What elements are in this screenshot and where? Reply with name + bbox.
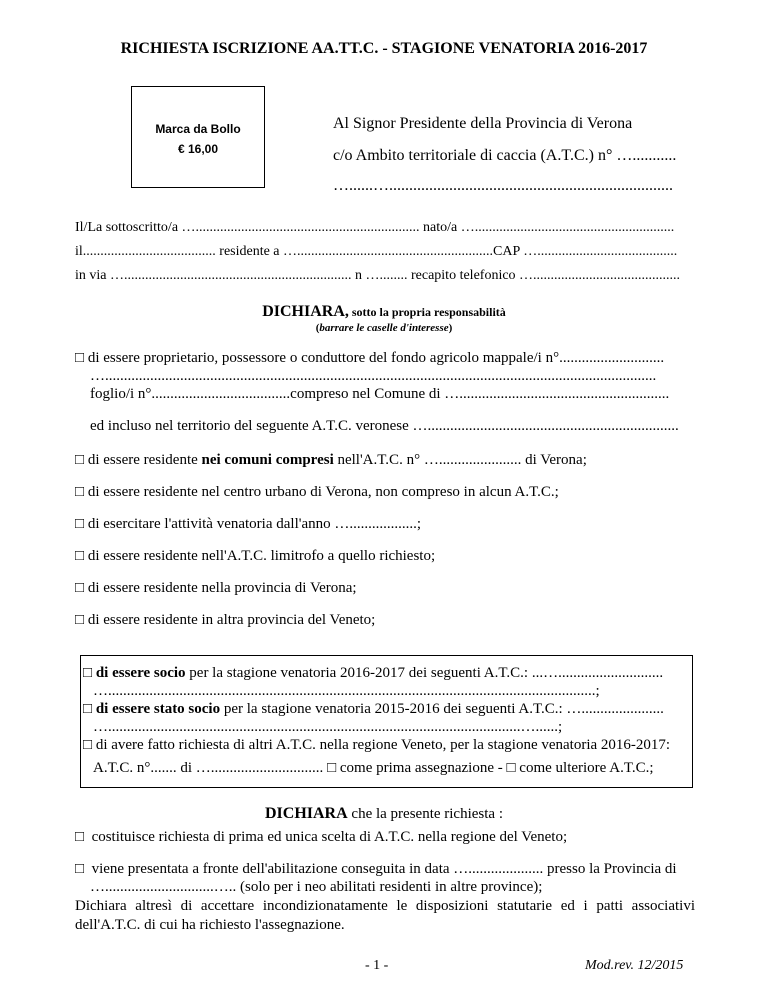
- item-altra-text: di essere residente in altra provincia del Veneto;: [87, 612, 376, 628]
- address-line-1: Al Signor Presidente della Provincia di Verona: [333, 115, 633, 132]
- checkbox-icon[interactable]: □: [83, 701, 93, 717]
- address-line-3: …......….......................................................................: [333, 177, 673, 194]
- checkbox-icon[interactable]: □: [75, 580, 85, 596]
- checkbox-icon[interactable]: □: [75, 861, 85, 877]
- box-atc-field: A.T.C. n°....... di …..............................: [93, 760, 324, 776]
- checkbox-icon[interactable]: □: [75, 516, 85, 532]
- box-stato-dots: …..............................................................................................................…......;: [93, 719, 563, 735]
- item-res-pre: di essere residente: [87, 452, 202, 468]
- checkbox-icon[interactable]: □: [75, 829, 85, 845]
- item-prima-text: costituisce richiesta di prima ed unica scelta di A.T.C. nella regione del Veneto;: [91, 829, 568, 845]
- address-line-2: c/o Ambito territoriale di caccia (A.T.C.) n° …...........: [333, 147, 677, 164]
- item-centro-text: di essere residente nel centro urbano di Verona, non compreso in alcun A.T.C.;: [87, 484, 559, 500]
- item-abilitazione-2: ….............................….. (solo per i neo abilitati residenti in altre province);: [90, 879, 543, 895]
- page-number: - 1 -: [365, 958, 389, 973]
- module-revision: Mod.rev. 12/2015: [585, 958, 684, 973]
- box-socio: [83, 665, 663, 682]
- dichiara-rest: sotto la propria responsabilità: [348, 305, 506, 319]
- item-res-bold: nei comuni compresi: [201, 452, 334, 468]
- accettazione-text: Dichiara altresì di accettare incondizionatamente le disposizioni statutarie ed i patti associativi dell'A.T.C. di cui ha richiesto l'assegnazione.: [75, 898, 695, 933]
- item-abilitazione: [75, 861, 677, 878]
- box-altri-atc: [83, 737, 670, 754]
- checkbox-icon[interactable]: □: [83, 665, 93, 681]
- box-stato-socio: [83, 701, 664, 718]
- box-socio-rest: per la stagione venatoria 2016-2017 dei seguenti A.T.C.: ...…............................: [185, 665, 664, 681]
- bollo-label: Marca da Bollo: [155, 122, 241, 136]
- item-res-post: nell'A.T.C. n° …...................... di Verona;: [333, 452, 587, 468]
- dichiara-note-text: barrare le caselle d'interesse: [319, 322, 449, 334]
- dichiara-heading: [0, 303, 768, 321]
- personal-line-3: in via …................................................................. n …........ recapito telefonico …..........................................: [75, 268, 681, 283]
- item-attivita: [75, 516, 421, 533]
- item-fondo: [75, 350, 664, 367]
- checkbox-icon[interactable]: □: [75, 612, 85, 628]
- item-prima-scelta: [75, 829, 567, 846]
- personal-line-1: Il/La sottoscritto/a …................................................................ nato/a ….........................................................: [75, 220, 675, 235]
- marca-da-bollo-box: [131, 86, 265, 188]
- checkbox-icon[interactable]: □: [75, 484, 85, 500]
- item-fondo-foglio: foglio/i n°.....................................compreso nel Comune di …........................................................: [90, 386, 670, 402]
- checkbox-icon[interactable]: □: [75, 548, 85, 564]
- dichiara2-heading: [0, 805, 768, 823]
- document-title: RICHIESTA ISCRIZIONE AA.TT.C. - STAGIONE VENATORIA 2016-2017: [120, 40, 648, 57]
- item-fondo-dots: …...................................................................................................................................................: [90, 368, 657, 384]
- item-provincia-text: di essere residente nella provincia di Verona;: [87, 580, 357, 596]
- box-stato-bold: di essere stato socio: [95, 701, 221, 717]
- item-fondo-atc: ed incluso nel territorio del seguente A.T.C. veronese …...................................................................: [90, 418, 679, 434]
- checkbox-icon[interactable]: □: [327, 760, 337, 776]
- box-socio-bold: di essere socio: [95, 665, 186, 681]
- item-residente-comuni: [75, 452, 587, 469]
- checkbox-icon[interactable]: □: [83, 737, 93, 753]
- item-attivita-text: di esercitare l'attività venatoria dall'anno …..................;: [87, 516, 422, 532]
- item-altra-provincia: [75, 612, 375, 629]
- checkbox-icon[interactable]: □: [75, 350, 85, 366]
- box-ulteriore: come ulteriore A.T.C.;: [519, 760, 654, 776]
- box-socio-dots: …..................................................................................................................................;: [93, 683, 600, 699]
- bollo-amount: € 16,00: [177, 142, 219, 156]
- item-fondo-text: di essere proprietario, possessore o conduttore del fondo agricolo mappale/i n°............................: [87, 350, 665, 366]
- item-provincia: [75, 580, 357, 597]
- box-altri-text: di avere fatto richiesta di altri A.T.C. nella regione Veneto, per la stagione venatoria 2016-2017:: [95, 737, 671, 753]
- checkbox-icon[interactable]: □: [75, 452, 85, 468]
- box-atc-line: [93, 760, 654, 777]
- item-centro-urbano: [75, 484, 559, 501]
- dichiara2-rest: che la presente richiesta :: [347, 806, 503, 822]
- box-stato-rest: per la stagione venatoria 2015-2016 dei seguenti A.T.C.: …......................: [220, 701, 664, 717]
- checkbox-icon[interactable]: □: [506, 760, 516, 776]
- dichiara-note: (barrare le caselle d'interesse): [315, 322, 453, 334]
- item-abil-text: viene presentata a fronte dell'abilitazione conseguita in data ….................... presso la Provincia di: [91, 861, 677, 877]
- item-limitrofo: [75, 548, 435, 565]
- dichiara2-main: DICHIARA: [264, 805, 348, 822]
- box-prima: come prima assegnazione -: [339, 760, 503, 776]
- dichiara-main: DICHIARA,: [262, 303, 349, 320]
- item-limitrofo-text: di essere residente nell'A.T.C. limitrofo a quello richiesto;: [87, 548, 436, 564]
- personal-line-2: il...................................... residente a …........................................................CAP …........................................: [75, 244, 678, 259]
